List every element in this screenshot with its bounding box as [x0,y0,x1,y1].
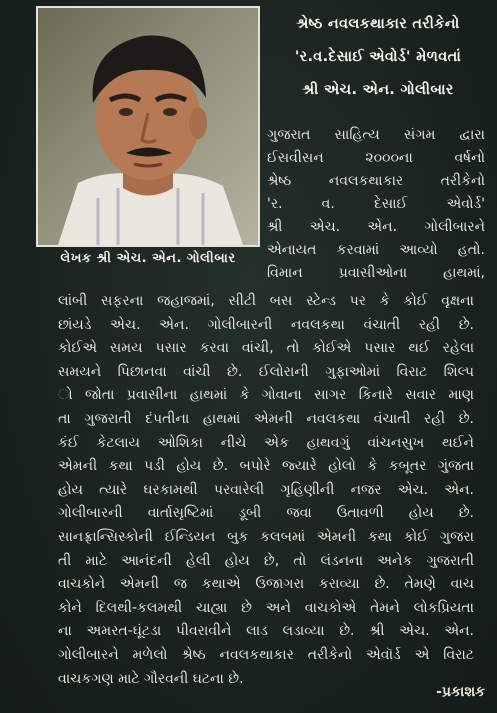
body-text-right-column [267,124,485,285]
body-line: વાચકગણ માટે ગૌરવની ઘટના છે. [58,670,244,687]
body-line: સમયને પિછાનવા વાંચી છે. ઈલોરાની ગુફાઓમાં વિરાટ શિલ્પ [58,363,474,380]
body-line: એમની કથા પડી હોય છે. બપોરે જ્યારે હોલો કે કબૂતર ગુંજતા [58,458,474,475]
body-line: ના અમરત-ઘૂંટડા પીવરાવીને લાડ લડાવ્યા છે. શ્રી એચ. એન. [58,623,474,640]
body-line: શ્રી એચ. એન. ગોલીબારને [267,219,485,235]
body-text-full-width [58,290,474,691]
publisher-signature: -પ્રકાશક [436,684,485,700]
body-line: એનાયત કરવામાં આવ્યો હતો. [267,242,485,258]
body-line: હોય ત્યારે ઘરકામથી પરવારેલી ગૃહિણીની નજર એચ. એન. [58,481,474,498]
body-line: તા ગુજરાતી દંપતીના હાથમાં એમની નવલકથા વંચાતી રહી છે. [58,410,474,427]
headline-line: શ્રી એચ. એન. ગોલીબાર [302,82,454,98]
headline-line: શ્રેષ્ઠ નવલકથાકાર તરીકેનો [296,16,460,32]
body-line: લાંબી સફરના જહાજમાં, સીટી બસ સ્ટેન્ડ પર કે કોઈ વૃક્ષના [58,293,474,309]
body-line: ગોલીબારની વાર્તાસૃષ્ટિમાં ડૂબી જવા ઉતાવળી હોય છે. [58,505,474,522]
body-line: તી માટે આનંદની હેલી હોય છે, તો લંડનના અનેક ગુજરાતી [58,552,474,569]
author-portrait [38,8,258,245]
body-line: સાનફ્રાન્સિસ્કોની ઈન્ડિયન બુક કલબમાં એમની કથા કોઈ ગુજરા [58,528,474,545]
photo-caption: લેખક શ્રી એચ. એન. ગોલીબાર [60,250,236,266]
body-line: કોને દિલથી-કલમથી ચાહ્યા છે અને વાચકોએ તેમને લોકપ્રિયતા [58,599,474,616]
author-photo [36,6,260,247]
body-line: ો જોતા પ્રવાસીના હાથમાં કે ગોવાના સાગર કિનારે સવાર માણ [58,387,474,404]
headline-line: 'ર.વ.દેસાઈ એવોર્ડ' મેળવતાં [294,49,462,65]
body-line: કોઈએ સમય પસાર કરવા વાંચી, તો કોઈએ પસાર થઈ રહેલા [58,340,474,357]
body-line: વિમાન પ્રવાસીઓના હાથમાં, [267,265,485,281]
body-line: ઈસવીસન ૨૦૦૦ના વર્ષનો [267,150,485,166]
body-line: છાંયડે એચ. એન. ગોલીબારની નવલકથા વંચાતી રહી છે. [58,316,474,333]
body-line: શ્રેષ્ઠ નવલકથાકાર તરીકેનો [267,173,485,189]
headline [262,8,494,107]
body-line: 'ર. વ. દેસાઈ એવોર્ડ' [267,196,485,212]
body-line: કંઈ કેટલાય ઓશિકા નીચે એક હાથવગું વાંચનસુખ થઈને [58,434,474,451]
body-line: ગોલીબારને મળેલો શ્રેષ્ઠ નવલકથાકાર તરીકેનો એવૉર્ડ એ વિરાટ [58,646,474,663]
body-line: વાચકોને એમની જ કથાએ ઉજાગરા કરાવ્યા છે. તેમણે વાચ [58,576,474,593]
body-line: ગુજરાત સાહિત્ય સંગમ દ્વારા [267,127,485,143]
portrait-illustration [38,8,258,245]
